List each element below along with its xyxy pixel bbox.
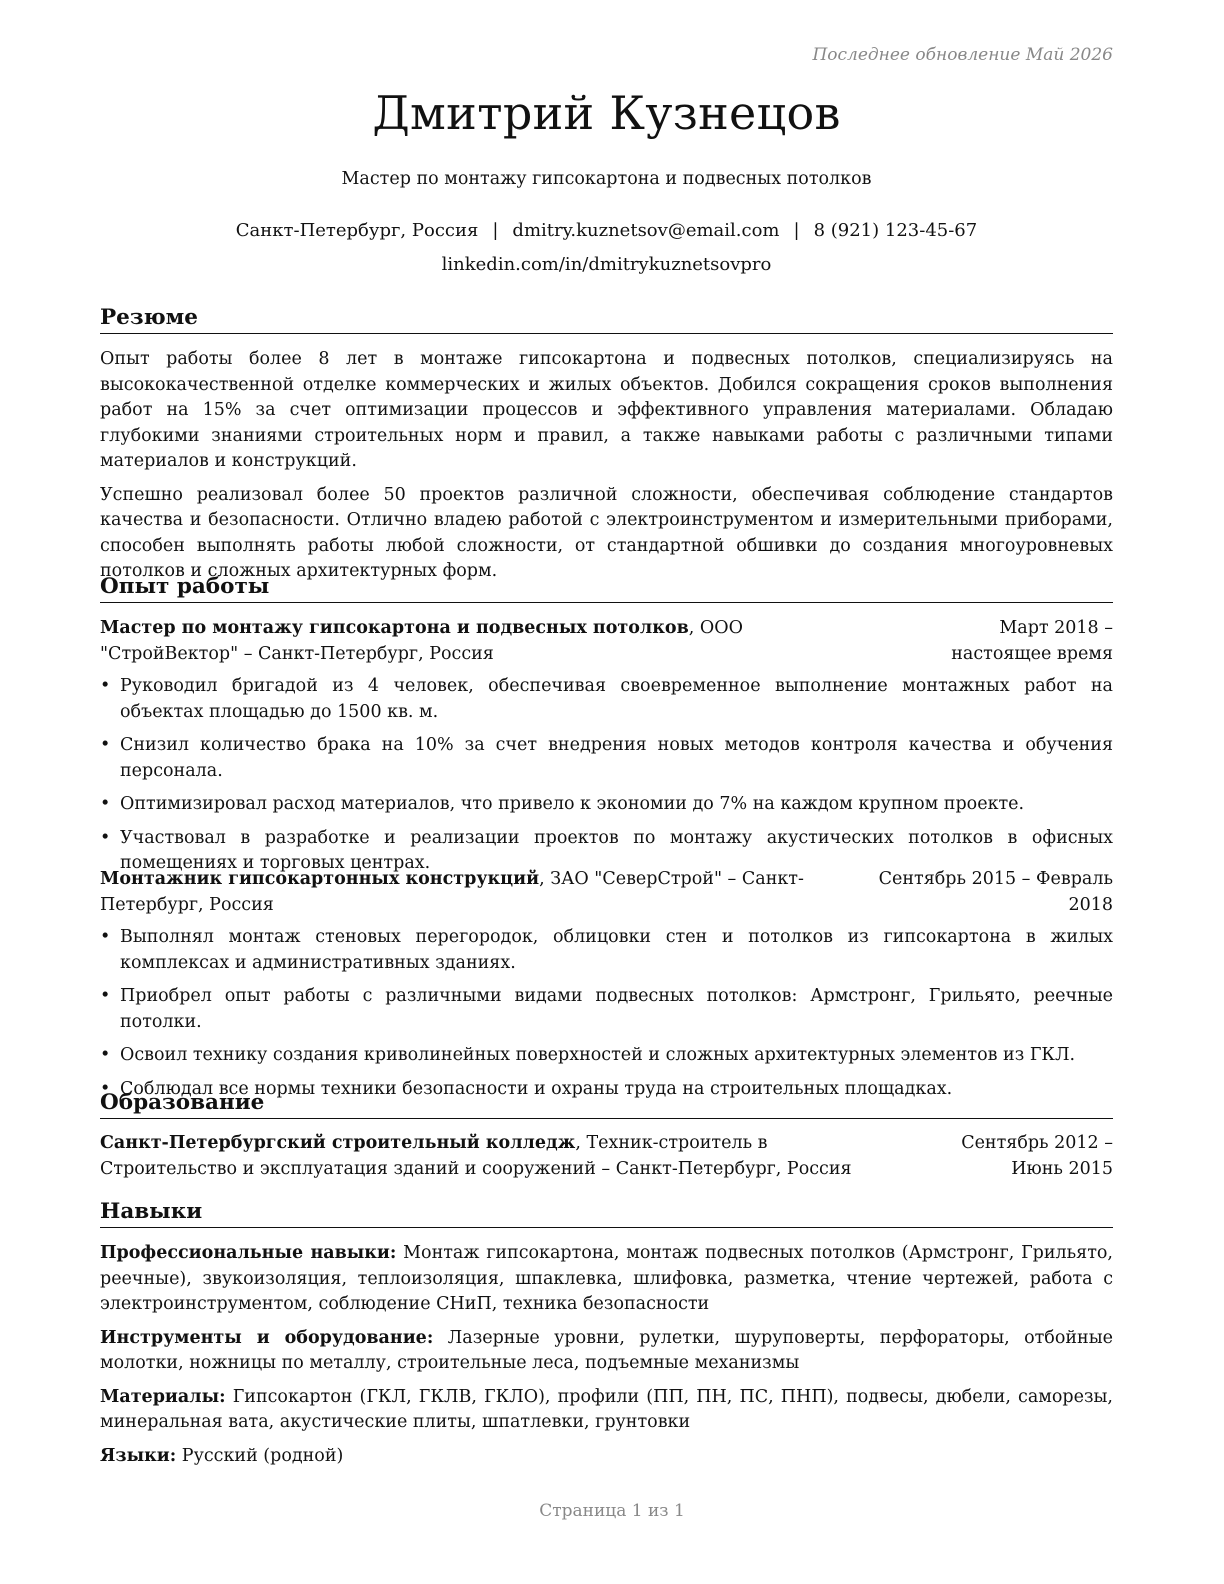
skill-text: Русский (родной) (176, 1445, 344, 1466)
job-company: , ЗАО "СеверСтрой" – Санкт-Петербург, Россия (100, 869, 804, 915)
list-item: • Освоил технику создания криволинейных поверхностей и сложных архитектурных элементов из ГКЛ. (100, 1043, 1113, 1069)
education-dates: Сентябрь 2012 – Июнь 2015 (961, 1133, 1113, 1179)
skill-group (100, 1326, 1113, 1377)
section-heading-experience: Опыт работы (100, 573, 1113, 603)
skill-text: Монтаж гипсокартона, монтаж подвесных потолков (Армстронг, Грильято, реечные), звукоизоляция, теплоизоляция, шпаклевка, шлифовка, разметка, чтение чертежей, работа с электроинструментом, соблюдение СНиП, техника безопасности (100, 1243, 1113, 1314)
skill-label: Материалы: (100, 1386, 226, 1407)
job-role: Монтажник гипсокартонных конструкций (100, 869, 540, 889)
summary-section (100, 347, 1113, 585)
person-name: Дмитрий Кузнецов (372, 86, 841, 140)
job-dates: Март 2018 – настоящее время (951, 618, 1113, 664)
skill-text: Лазерные уровни, рулетки, шуруповерты, перфораторы, отбойные молотки, ножницы по металлу, строительные леса, подъемные механизмы (100, 1327, 1113, 1373)
skill-group (100, 1444, 1113, 1470)
separator: | (492, 220, 499, 241)
degree-details: , Техник-строитель в Строительство и эксплуатация зданий и сооружений – Санкт-Петербург, Россия (100, 1133, 852, 1179)
section-heading-skills: Навыки (100, 1198, 1113, 1228)
skills-section (100, 1241, 1113, 1469)
list-item: • Приобрел опыт работы с различными видами подвесных потолков: Армстронг, Грильято, реечные потолки. (100, 984, 1113, 1035)
skill-group (100, 1385, 1113, 1436)
job-entry (100, 867, 1113, 1110)
skill-label: Инструменты и оборудование: (100, 1327, 434, 1348)
list-item: • Оптимизировал расход материалов, что привело к экономии до 7% на каждом крупном проекте. (100, 792, 1113, 818)
page-number: Страница 1 из 1 (539, 1501, 685, 1521)
location: Санкт-Петербург, Россия (235, 220, 479, 241)
education-entry (100, 1131, 1113, 1182)
job-company: , ООО "СтройВектор" – Санкт-Петербург, Россия (100, 618, 743, 664)
job-title: Мастер по монтажу гипсокартона и подвесных потолков (341, 169, 872, 189)
skill-text: Гипсокартон (ГКЛ, ГКЛВ, ГКЛО), профили (ПП, ПН, ПС, ПНП), подвесы, дюбели, саморезы, минеральная вата, акустические плиты, шпатлевки, грунтовки (100, 1386, 1113, 1432)
summary-paragraph: Опыт работы более 8 лет в монтаже гипсокартона и подвесных потолков, специализируясь на высококачественной отделке коммерческих и жилых объектов. Добился сокращения сроков выполнения работ на 15% за счет оптимизации процессов и эффективного управления материалами. Обладаю глубокими знаниями строительных норм и правил, а также навыками работы с различными типами материалов и конструкций. (100, 349, 1113, 471)
job-bullets (100, 925, 1113, 1102)
job-entry (100, 616, 1113, 885)
section-heading-summary: Резюме (100, 304, 1113, 334)
job-dates: Сентябрь 2015 – Февраль 2018 (878, 869, 1113, 915)
list-item: • Выполнял монтаж стеновых перегородок, облицовки стен и потолков из гипсокартона в жилых комплексах и административных зданиях. (100, 925, 1113, 976)
email-link[interactable]: dmitry.kuznetsov@email.com (512, 220, 780, 241)
summary-paragraph: Успешно реализовал более 50 проектов различной сложности, обеспечивая соблюдение стандартов качества и безопасности. Отлично владею работой с электроинструментом и измерительными приборами, способен выполнять работы любой сложности, от стандартной обшивки до создания многоуровневых потолков и сложных архитектурных форм. (100, 484, 1113, 581)
section-heading-education: Образование (100, 1089, 1113, 1119)
phone: 8 (921) 123-45-67 (813, 220, 978, 241)
job-bullets (100, 674, 1113, 877)
skill-label: Профессиональные навыки: (100, 1243, 397, 1263)
linkedin-link[interactable]: linkedin.com/in/dmitrykuznetsovpro (441, 254, 772, 275)
job-header (100, 867, 1113, 918)
list-item: • Соблюдал все нормы техники безопасности и охраны труда на строительных площадках. (100, 1077, 1113, 1103)
last-updated: Последнее обновление Май 2026 (812, 45, 1113, 65)
list-item: • Снизил количество брака на 10% за счет внедрения новых методов контроля качества и обучения персонала. (100, 733, 1113, 784)
list-item: • Руководил бригадой из 4 человек, обеспечивая своевременное выполнение монтажных работ на объектах площадью до 1500 кв. м. (100, 674, 1113, 725)
skill-label: Языки: (100, 1445, 177, 1466)
list-item: • Участвовал в разработке и реализации проектов по монтажу акустических потолков в офисных помещениях и торговых центрах. (100, 826, 1113, 877)
skill-group (100, 1241, 1113, 1318)
job-header (100, 616, 1113, 667)
school-name: Санкт-Петербургский строительный колледж (100, 1133, 576, 1153)
education-header (100, 1131, 1113, 1182)
contact-line (100, 220, 1113, 241)
job-role: Мастер по монтажу гипсокартона и подвесных потолков (100, 618, 689, 638)
separator: | (793, 220, 800, 241)
